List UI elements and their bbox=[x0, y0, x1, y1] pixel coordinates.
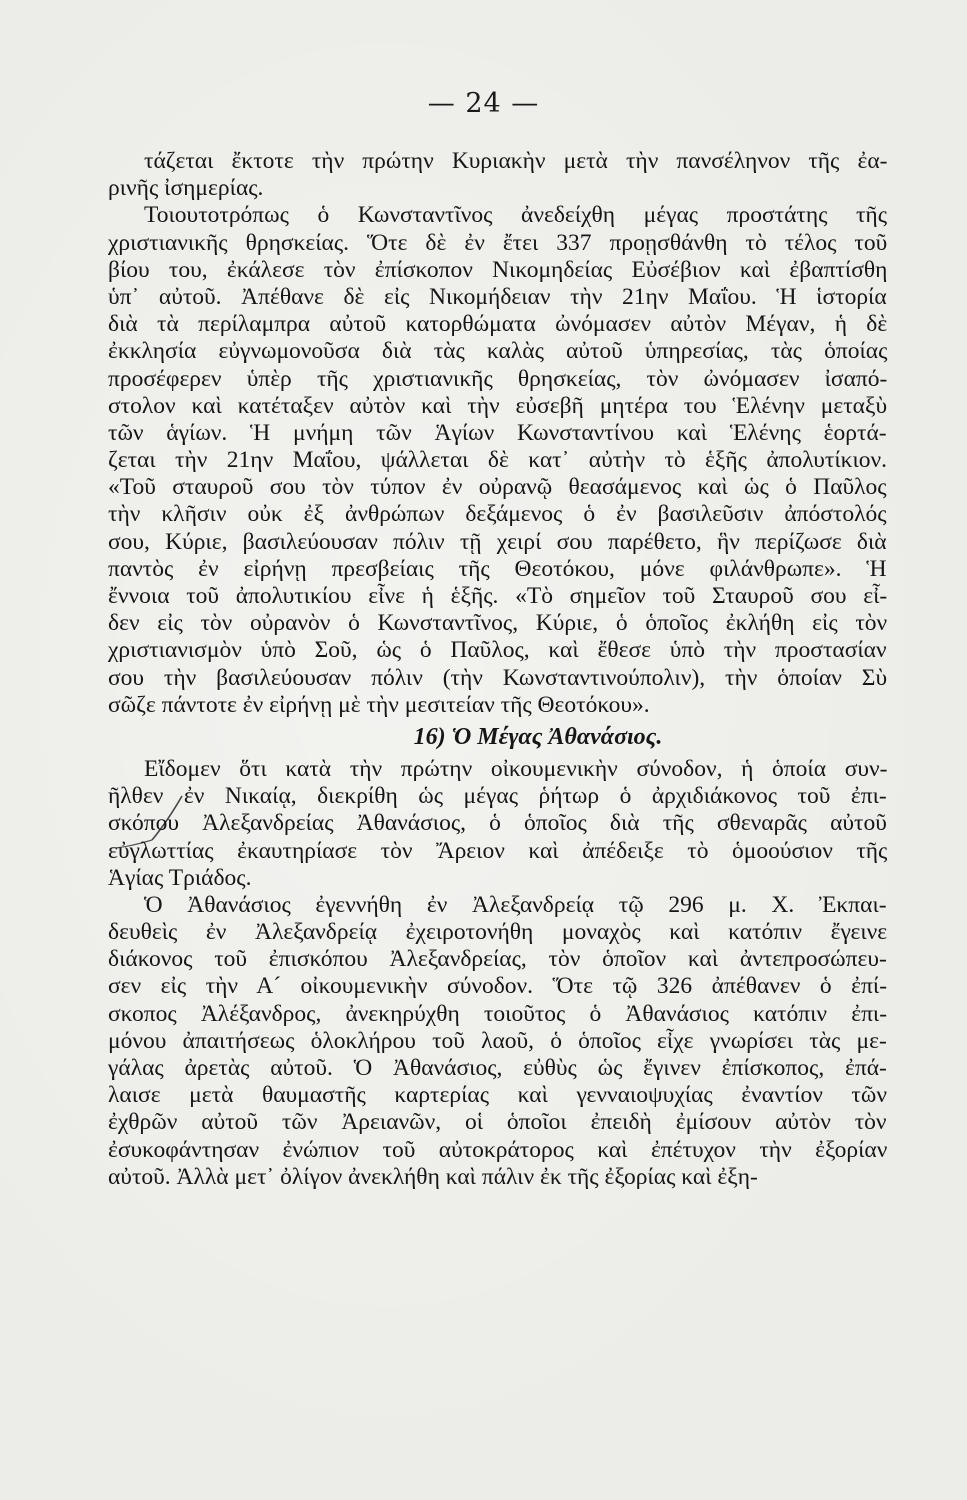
text-line: βίου του, ἐκάλεσε τὸν ἐπίσκοπον Νικομηδείας Εὐσέβιον καὶ ἐβαπτίσθη bbox=[108, 256, 888, 283]
page-number: — 24 — bbox=[427, 88, 540, 119]
text-line: ὑπ᾽ αὐτοῦ. Ἀπέθανε δὲ εἰς Νικομήδειαν τὴν 21ην Μαΐου. Ἡ ἱστορία bbox=[108, 283, 887, 310]
text-line: χριστιανισμὸν ὑπὸ Σοῦ, ὡς ὁ Παῦλος, καὶ ἔθεσε ὑπὸ τὴν προστασίαν bbox=[108, 637, 887, 664]
paragraph bbox=[108, 148, 888, 202]
text-line: σου, Κύριε, βασιλεύουσαν πόλιν τῇ χειρί σου παρέθετο, ἣν περίζωσε διὰ bbox=[108, 528, 887, 555]
text-line: Ὁ Ἀθανάσιος ἐγεννήθη ἐν Ἀλεξανδρείᾳ τῷ 296 μ. Χ. Ἐκπαι- bbox=[144, 891, 887, 918]
text-line: «Τοῦ σταυροῦ σου τὸν τύπον ἐν οὐρανῷ θεασάμενος καὶ ὡς ὁ Παῦλος bbox=[108, 474, 887, 501]
paragraph bbox=[108, 756, 888, 892]
text-line: Εἴδομεν ὅτι κατὰ τὴν πρώτην οἰκουμενικὴν σύνοδον, ἡ ὁποία συν- bbox=[144, 755, 888, 782]
text-line: σῶζε πάντοτε ἐν εἰρήνῃ μὲ τὴν μεσιτείαν τῆς Θεοτόκου». bbox=[108, 691, 650, 718]
paragraph bbox=[108, 202, 888, 719]
text-line: σεν εἰς τὴν Α´ οἰκουμενικὴν σύνοδον. Ὅτε τῷ 326 ἀπέθανεν ὁ ἐπί- bbox=[108, 973, 888, 1000]
text-line: Ἁγίας Τριάδος. bbox=[108, 864, 252, 891]
text-line: χριστιανικῆς θρησκείας. Ὅτε δὲ ἐν ἔτει 337 προῃσθάνθη τὸ τέλος τοῦ bbox=[108, 229, 888, 256]
text-line: διάκονος τοῦ ἐπισκόπου Ἀλεξανδρείας, τὸν ὁποῖον καὶ ἀντεπροσώπευ- bbox=[108, 946, 887, 973]
text-line: ἔννοια τοῦ ἀπολυτικίου εἶνε ἡ ἑξῆς. «Τὸ σημεῖον τοῦ Σταυροῦ σου εἶ- bbox=[108, 583, 888, 609]
text-line: δευθεὶς ἐν Ἀλεξανδρείᾳ ἐχειροτονήθη μοναχὸς καὶ κατόπιν ἔγεινε bbox=[108, 919, 888, 946]
text-line: τὴν κλῆσιν οὐκ ἐξ ἀνθρώπων δεξάμενος ὁ ἐν βασιλεῦσιν ἀπόστολός bbox=[108, 501, 887, 528]
text-line: τάζεται ἔκτοτε τὴν πρώτην Κυριακὴν μετὰ τὴν πανσέληνον τῆς ἐα- bbox=[144, 148, 888, 174]
text-line: ἐκκλησία εὐγνωμονοῦσα διὰ τὰς καλὰς αὐτοῦ ὑπηρεσίας, τὰς ὁποίας bbox=[108, 338, 888, 365]
text-line: δεν εἰς τὸν οὐρανὸν ὁ Κωνσταντῖνος, Κύριε, ὁ ὁποῖος ἐκλήθη εἰς τὸν bbox=[108, 610, 888, 637]
text-line: προσέφερεν ὑπὲρ τῆς χριστιανικῆς θρησκείας, τὸν ὠνόμασεν ἰσαπό- bbox=[108, 365, 888, 392]
text-line: ἐσυκοφάντησαν ἐνώπιον τοῦ αὐτοκράτορος καὶ ἐπέτυχον τὴν ἐξορίαν bbox=[108, 1136, 888, 1163]
text-line: διὰ τὰ περίλαμπρα αὐτοῦ κατορθώματα ὠνόμασεν αὐτὸν Μέγαν, ἡ δὲ bbox=[108, 311, 888, 338]
text-line: παντὸς ἐν εἰρήνῃ πρεσβείαις τῆς Θεοτόκου, μόνε φιλάνθρωπε». Ἡ bbox=[108, 555, 887, 582]
text-line: στολον καὶ κατέταξεν αὐτὸν καὶ τὴν εὐσεβῆ μητέρα του Ἑλένην μεταξὺ bbox=[108, 392, 888, 419]
text-line: μόνου ἀπαιτήσεως ὁλοκλήρου τοῦ λαοῦ, ὁ ὁποῖος εἶχε γνωρίσει τὰς με- bbox=[108, 1027, 887, 1054]
text-line: γάλας ἀρετὰς αὐτοῦ. Ὁ Ἀθανάσιος, εὐθὺς ὡς ἔγινεν ἐπίσκοπος, ἐπά- bbox=[108, 1055, 887, 1081]
text-line: σκοπος Ἀλέξανδρος, ἀνεκηρύχθη τοιοῦτος ὁ Ἀθανάσιος κατόπιν ἐπι- bbox=[108, 1000, 888, 1027]
text-line: ζεται τὴν 21ην Μαΐου, ψάλλεται δὲ κατ᾽ αὐτὴν τὸ ἑξῆς ἀπολυτίκιον. bbox=[108, 447, 888, 474]
section-heading: 16) Ὁ Μέγας Ἀθανάσιος. bbox=[413, 723, 663, 750]
text-line: σκόπου Ἀλεξανδρείας Ἀθανάσιος, ὁ ὁποῖος διὰ τῆς σθεναρᾶς αὐτοῦ bbox=[108, 810, 887, 837]
text-line: αὐτοῦ. Ἀλλὰ μετ᾽ ὀλίγον ἀνεκλήθη καὶ πάλιν ἐκ τῆς ἐξορίας καὶ ἐξη- bbox=[108, 1163, 758, 1190]
text-line: ρινῆς ἰσημερίας. bbox=[108, 175, 264, 202]
paragraph bbox=[108, 892, 888, 1191]
text-line: λαισε μετὰ θαυμαστῆς καρτερίας καὶ γενναιοψυχίας ἐναντίον τῶν bbox=[108, 1082, 887, 1109]
text-line: Τοιουτοτρόπως ὁ Κωνσταντῖνος ἀνεδείχθη μέγας προστάτης τῆς bbox=[144, 202, 887, 229]
text-line: ἐχθρῶν αὐτοῦ τῶν Ἀρειανῶν, οἱ ὁποῖοι ἐπειδὴ ἐμίσουν αὐτὸν τὸν bbox=[108, 1109, 887, 1136]
text-line: ῆλθεν ἐν Νικαίᾳ, διεκρίθη ὡς μέγας ῥήτωρ ὁ ἀρχιδιάκονος τοῦ ἐπι- bbox=[108, 783, 887, 810]
text-line: τῶν ἁγίων. Ἡ μνήμη τῶν Ἁγίων Κωνσταντίνου καὶ Ἑλένης ἑορτά- bbox=[108, 419, 887, 446]
text-line: σου τὴν βασιλεύουσαν πόλιν (τὴν Κωνσταντινούπολιν), τὴν ὁποίαν Σὺ bbox=[108, 664, 888, 691]
body-text bbox=[108, 148, 888, 1191]
text-line: εὐγλωττίας ἐκαυτηρίασε τὸν Ἄρειον καὶ ἀπέδειξε τὸ ὁμοούσιον τῆς bbox=[108, 837, 888, 864]
